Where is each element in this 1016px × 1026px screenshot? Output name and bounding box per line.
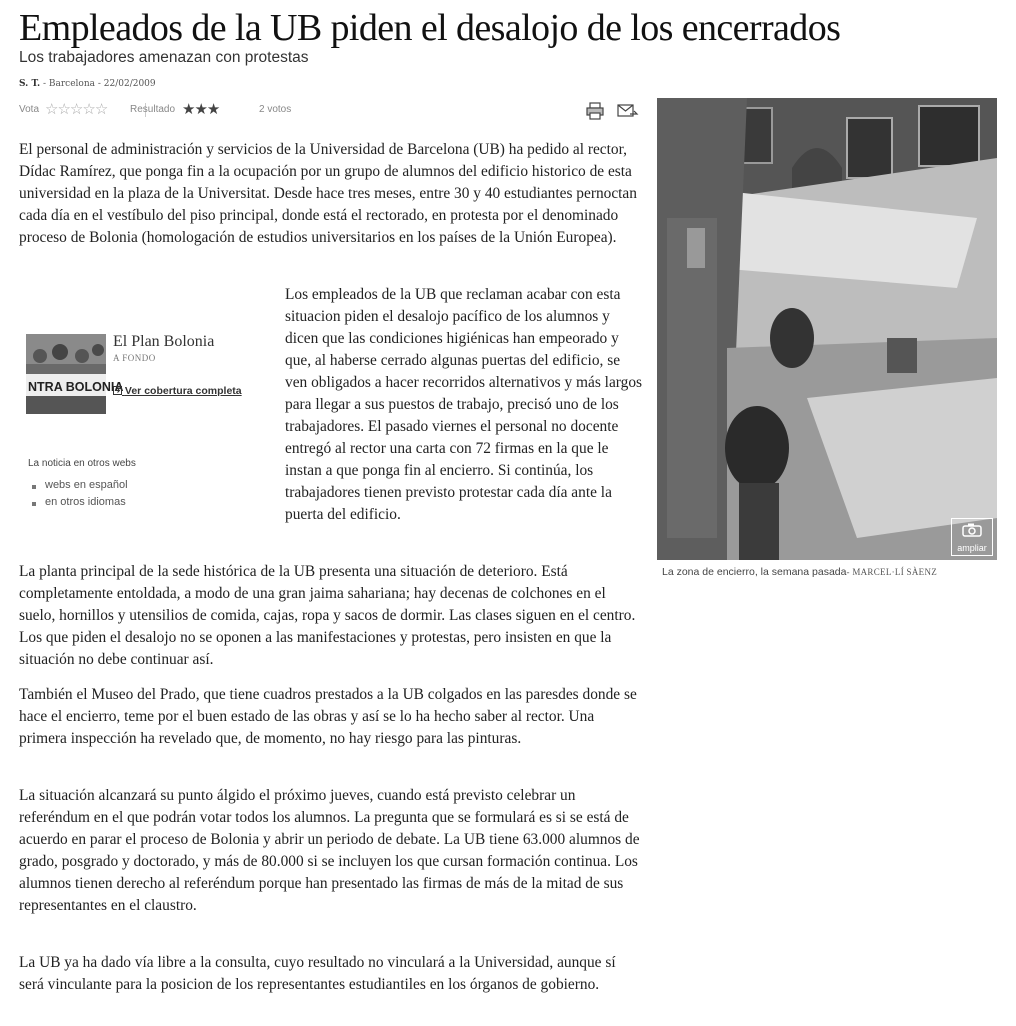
- result-label: Resultado: [130, 104, 176, 115]
- list-item[interactable]: [28, 496, 268, 508]
- article-paragraph-6: [19, 952, 644, 996]
- vote-label: Vota: [19, 104, 40, 115]
- camera-icon: [961, 523, 983, 537]
- byline: [19, 79, 156, 89]
- star-3-icon[interactable]: ☆: [69, 101, 83, 118]
- article-paragraph-1: [19, 139, 644, 249]
- thumb-banner-text: NTRA BOLONIA: [28, 380, 124, 394]
- star-1-icon[interactable]: ☆: [45, 101, 58, 118]
- article-paragraph-2: [285, 284, 643, 526]
- envelope-icon[interactable]: [616, 102, 638, 120]
- promo-link-text[interactable]: Ver cobertura completa: [124, 385, 242, 397]
- photo-credit: - MARCEL·LÍ SÀENZ: [846, 567, 938, 577]
- other-webs-list: [28, 479, 268, 508]
- bullet-icon: [32, 485, 36, 489]
- star-5-icon[interactable]: ☆: [94, 101, 108, 118]
- photo-image: [657, 98, 997, 560]
- other-webs-heading: La noticia en otros webs: [28, 458, 136, 469]
- printer-icon[interactable]: [584, 102, 606, 120]
- list-item[interactable]: [28, 479, 268, 491]
- promo-thumbnail[interactable]: [26, 334, 124, 414]
- list-item-label[interactable]: webs en español: [45, 479, 128, 491]
- paragraph-text: La situación alcanzará su punto álgido el próximo jueves, cuando está previsto celebrar un referéndum en el que podrán votar todos los alumnos. La pregunta que se formulará es si se está de acuerdo en parar el proceso de Bolonia y abrir un periodo de debate. La UB tiene 63.000 alumnos de grado, posgrado y doctorado, y más de 80.000 si se incluyen los que cursan formación continua. Los alumnos tienen derecho al referéndum porque han presentado las firmas de más de la mitad de sus representantes en el claustro.: [19, 787, 640, 914]
- vote-stars[interactable]: [45, 102, 107, 118]
- location-date: - Barcelona - 22/02/2009: [40, 79, 156, 89]
- result-star-2-icon: ★: [194, 101, 207, 118]
- article-subtitle: Los trabajadores amenazan con protestas: [19, 49, 309, 66]
- star-4-icon[interactable]: ☆: [82, 101, 95, 118]
- paragraph-text: La planta principal de la sede histórica de la UB presenta una situación de deterioro. Está completamente entoldada, a modo de una gran jaima sahariana; hay decenas de colchones en el suelo, hornillos y utensilios de comida, cajas, ropa y sacos de dormir. Las clases siguen en el centro. Los que piden el desalojo no se oponen a las manifestaciones y protestas, pero insisten en que la situación no debe continuar así.: [19, 563, 636, 668]
- promo-kicker: A FONDO: [113, 353, 156, 363]
- enlarge-button[interactable]: [951, 518, 993, 556]
- paragraph-text: También el Museo del Prado, que tiene cuadros prestados a la UB colgados en las paresdes donde se hace el encierro, teme por el buen estado de las obras y así se lo ha hecho saber al rector. Una primera inspección ha revelado que, de momento, no hay riesgo para las pinturas.: [19, 686, 637, 747]
- promo-link[interactable]: [113, 385, 242, 397]
- author: S. T.: [19, 79, 41, 89]
- bullet-icon: [32, 502, 36, 506]
- result-star-1-icon: ★: [182, 101, 195, 118]
- caption-text: La zona de encierro, la semana pasada: [662, 566, 847, 578]
- article-paragraph-5: [19, 785, 644, 917]
- result-stars: [182, 102, 219, 118]
- related-promo: [26, 334, 276, 414]
- star-2-icon[interactable]: ☆: [57, 101, 70, 118]
- result-star-3-icon: ★: [206, 101, 220, 118]
- votes-count: 2 votos: [259, 104, 292, 115]
- list-item-label[interactable]: en otros idiomas: [45, 496, 126, 508]
- photo-caption: [662, 566, 937, 578]
- promo-title[interactable]: El Plan Bolonia: [113, 333, 215, 350]
- enlarge-label[interactable]: ampliar: [957, 543, 987, 553]
- article-paragraph-4: [19, 684, 644, 750]
- paragraph-text: Los empleados de la UB que reclaman acabar con esta situacion piden el desalojo pacífico de los alumnos y dicen que las condiciones higiénicas han empeorado y que, al haberse cerrado algunas puertas del edificio, se ven obligados a hacer recorridos alternativos y más largos para llegar a sus puestos de trabajo, precisó uno de los trabajadores. El pasado viernes el personal no docente entregó al rector una carta con 72 firmas en la que le instan a que ponga fin al encierro. Si continúa, los trabajadores tienen previsto protestar cada día ante la puerta del edificio.: [285, 286, 643, 523]
- other-webs-box: [28, 458, 268, 513]
- arrow-box-icon: [113, 386, 122, 395]
- article-headline: Empleados de la UB piden el desalojo de los encerrados: [19, 7, 841, 49]
- paragraph-text: La UB ya ha dado vía libre a la consulta, cuyo resultado no vinculará a la Universidad, aunque sí será vinculante para la posicion de los representantes estudiantiles en los órganos de gobierno.: [19, 954, 616, 993]
- paragraph-text: El personal de administración y servicios de la Universidad de Barcelona (UB) ha pedido al rector, Dídac Ramírez, que ponga fin a la ocupación por un grupo de alumnos del edificio historico de esta universidad en la plaza de la Universitat. Desde hace tres meses, entre 30 y 40 estudiantes pernoctan cada día en el vestíbulo del piso principal, donde está el rectorado, en protesta por el denominado proceso de Bolonia (homologación de estudios universitarios en los países de la Unión Europea).: [19, 141, 637, 246]
- vote-bar: [19, 102, 641, 120]
- article-photo[interactable]: [657, 98, 997, 560]
- article-paragraph-3: [19, 561, 644, 671]
